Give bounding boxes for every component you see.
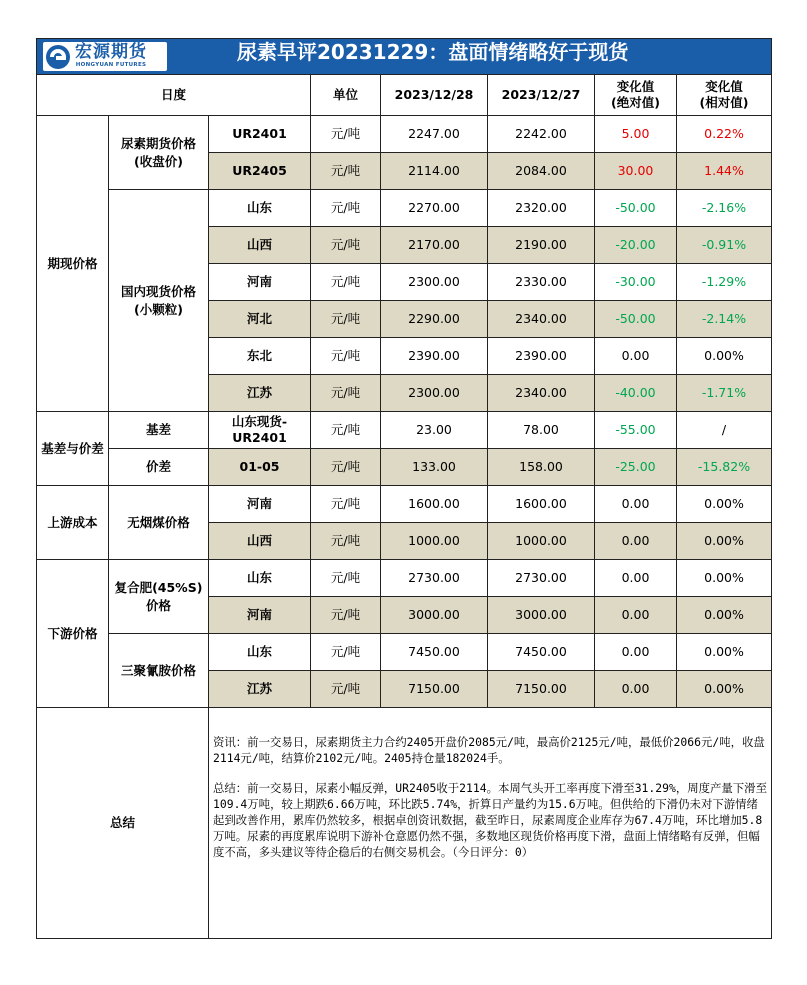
col-header-change-rel-line1: 变化值 [705, 79, 743, 94]
row-item: 山西 [209, 227, 311, 264]
summary-text [209, 708, 772, 939]
row-change-rel: 0.00% [677, 523, 772, 560]
row-value-date1: 2300.00 [381, 375, 488, 412]
row-value-date2: 2390.00 [488, 338, 595, 375]
subcategory-futures-line1: 尿素期货价格 [120, 135, 196, 151]
category-spot-futures: 期现价格 [37, 116, 109, 412]
row-value-date1: 7450.00 [381, 634, 488, 671]
row-value-date1: 2270.00 [381, 190, 488, 227]
subcategory-spot-price [109, 190, 209, 412]
row-value-date2: 2242.00 [488, 116, 595, 153]
row-item: UR2405 [209, 153, 311, 190]
row-unit: 元/吨 [311, 486, 381, 523]
row-value-date1: 1000.00 [381, 523, 488, 560]
row-change-abs: -25.00 [595, 449, 677, 486]
row-item: 山东 [209, 634, 311, 671]
subcategory-basis: 基差 [109, 412, 209, 449]
row-change-abs: 0.00 [595, 671, 677, 708]
row-unit: 元/吨 [311, 153, 381, 190]
row-value-date1: 2247.00 [381, 116, 488, 153]
row-unit: 元/吨 [311, 597, 381, 634]
row-change-abs: 0.00 [595, 523, 677, 560]
row-value-date2: 2190.00 [488, 227, 595, 264]
row-change-abs: 5.00 [595, 116, 677, 153]
col-header-change-abs [595, 75, 677, 116]
row-change-abs: -20.00 [595, 227, 677, 264]
col-header-date1: 2023/12/28 [381, 75, 488, 116]
subcategory-spot-line1: 国内现货价格 [120, 283, 196, 299]
row-item: 河南 [209, 597, 311, 634]
row-item [209, 412, 311, 449]
col-header-change-abs-line1: 变化值 [616, 79, 655, 94]
subcategory-spot-line2: (小颗粒) [134, 301, 183, 317]
subcategory-futures-line2: (收盘价) [134, 153, 183, 169]
category-downstream-price: 下游价格 [37, 560, 109, 708]
row-change-rel: -15.82% [677, 449, 772, 486]
row-item-line2: UR2401 [232, 430, 287, 445]
row-item: 江苏 [209, 375, 311, 412]
row-value-date2: 2084.00 [488, 153, 595, 190]
row-item: 河北 [209, 301, 311, 338]
row-value-date2: 7450.00 [488, 634, 595, 671]
logo-text-cn: 宏源期货 [75, 42, 147, 63]
row-change-rel: 0.00% [677, 486, 772, 523]
row-value-date2: 158.00 [488, 449, 595, 486]
row-change-abs: -30.00 [595, 264, 677, 301]
row-change-abs: 0.00 [595, 597, 677, 634]
row-unit: 元/吨 [311, 227, 381, 264]
row-change-rel: 0.00% [677, 338, 772, 375]
row-unit: 元/吨 [311, 301, 381, 338]
logo-mark-icon [45, 44, 71, 70]
row-change-rel: -0.91% [677, 227, 772, 264]
row-unit: 元/吨 [311, 560, 381, 597]
row-value-date1: 2114.00 [381, 153, 488, 190]
subcategory-compound-fertilizer [109, 560, 209, 634]
row-value-date2: 2320.00 [488, 190, 595, 227]
row-unit: 元/吨 [311, 412, 381, 449]
row-value-date2: 1600.00 [488, 486, 595, 523]
row-change-rel: 0.00% [677, 634, 772, 671]
price-table [36, 38, 772, 939]
company-logo [43, 42, 167, 71]
logo-text-en: HONGYUAN FUTURES [75, 62, 147, 69]
row-item: 河南 [209, 486, 311, 523]
row-change-abs: 0.00 [595, 560, 677, 597]
row-value-date2: 7150.00 [488, 671, 595, 708]
row-change-rel: / [677, 412, 772, 449]
row-item: 江苏 [209, 671, 311, 708]
row-item: UR2401 [209, 116, 311, 153]
row-item: 山东 [209, 560, 311, 597]
summary-label: 总结 [37, 708, 209, 939]
row-change-abs: -55.00 [595, 412, 677, 449]
row-value-date1: 133.00 [381, 449, 488, 486]
row-change-rel: -2.14% [677, 301, 772, 338]
row-change-abs: -40.00 [595, 375, 677, 412]
subcategory-melamine: 三聚氰胺价格 [109, 634, 209, 708]
row-change-abs: -50.00 [595, 190, 677, 227]
row-value-date1: 23.00 [381, 412, 488, 449]
row-change-abs: 0.00 [595, 338, 677, 375]
row-unit: 元/吨 [311, 338, 381, 375]
table-row [37, 486, 772, 523]
subcategory-anthracite: 无烟煤价格 [109, 486, 209, 560]
row-value-date1: 2390.00 [381, 338, 488, 375]
table-row [37, 412, 772, 449]
col-header-change-rel [677, 75, 772, 116]
report-sheet [36, 38, 771, 939]
row-value-date2: 2340.00 [488, 375, 595, 412]
row-value-date2: 78.00 [488, 412, 595, 449]
row-change-rel: -1.71% [677, 375, 772, 412]
table-row [37, 190, 772, 227]
row-unit: 元/吨 [311, 449, 381, 486]
row-item-line1: 山东现货- [231, 414, 288, 429]
row-unit: 元/吨 [311, 634, 381, 671]
row-unit: 元/吨 [311, 671, 381, 708]
row-unit: 元/吨 [311, 116, 381, 153]
row-change-abs: 30.00 [595, 153, 677, 190]
row-change-abs: 0.00 [595, 634, 677, 671]
col-header-index: 日度 [37, 75, 311, 116]
row-change-rel: -2.16% [677, 190, 772, 227]
row-value-date1: 7150.00 [381, 671, 488, 708]
summary-row [37, 708, 772, 939]
subcategory-compound-line1: 复合肥(45%S) [114, 579, 203, 595]
category-upstream-cost: 上游成本 [37, 486, 109, 560]
subcategory-spread: 价差 [109, 449, 209, 486]
subcategory-futures-price [109, 116, 209, 190]
summary-news: 资讯：前一交易日，尿素期货主力合约2405开盘价2085元/吨，最高价2125元/吨，最低价2066元/吨，收盘2114元/吨，结算价2102元/吨。2405持仓量182024手。 [213, 735, 765, 765]
row-change-rel: 0.00% [677, 560, 772, 597]
row-value-date1: 2170.00 [381, 227, 488, 264]
table-row [37, 560, 772, 597]
col-header-change-abs-line2: (绝对值) [611, 95, 660, 110]
row-value-date2: 2730.00 [488, 560, 595, 597]
row-item: 河南 [209, 264, 311, 301]
row-value-date2: 2340.00 [488, 301, 595, 338]
row-unit: 元/吨 [311, 375, 381, 412]
row-change-rel: 0.00% [677, 671, 772, 708]
row-item: 山西 [209, 523, 311, 560]
row-change-rel: 1.44% [677, 153, 772, 190]
row-value-date1: 2290.00 [381, 301, 488, 338]
table-row [37, 449, 772, 486]
row-unit: 元/吨 [311, 264, 381, 301]
row-change-abs: -50.00 [595, 301, 677, 338]
summary-conclusion: 总结：前一交易日，尿素小幅反弹，UR2405收于2114。本周气头开工率再度下滑至31.29%，周度产量下滑至109.4万吨，较上期跌6.66万吨，环比跌5.74%，折算日产量约为15.6万吨。但供给的下滑仍未对下游情绪起到改善作用，累库仍然较多，根据卓创资讯数据，截至昨日，尿素周度企业库存为67.4万吨，环比增加5.8万吨。尿素的再度累库说明下游补仓意愿仍然不强，多数地区现货价格再度下滑，盘面上情绪略有反弹，但幅度不高，多头建议等待企稳后的右侧交易机会。（今日评分：0） [213, 781, 767, 859]
row-value-date2: 2330.00 [488, 264, 595, 301]
title-banner [37, 39, 772, 75]
row-change-rel: -1.29% [677, 264, 772, 301]
row-value-date1: 2300.00 [381, 264, 488, 301]
row-unit: 元/吨 [311, 523, 381, 560]
row-value-date1: 2730.00 [381, 560, 488, 597]
row-change-rel: 0.00% [677, 597, 772, 634]
row-change-abs: 0.00 [595, 486, 677, 523]
col-header-date2: 2023/12/27 [488, 75, 595, 116]
category-basis-spread: 基差与价差 [37, 412, 109, 486]
table-row [37, 116, 772, 153]
row-value-date2: 1000.00 [488, 523, 595, 560]
row-item: 01-05 [209, 449, 311, 486]
header-row [37, 75, 772, 116]
row-value-date2: 3000.00 [488, 597, 595, 634]
row-value-date1: 1600.00 [381, 486, 488, 523]
table-row [37, 634, 772, 671]
col-header-unit: 单位 [311, 75, 381, 116]
row-item: 东北 [209, 338, 311, 375]
report-title: 尿素早评20231229：盘面情绪略好于现货 [237, 40, 629, 64]
row-unit: 元/吨 [311, 190, 381, 227]
subcategory-compound-line2: 价格 [145, 597, 171, 613]
row-item: 山东 [209, 190, 311, 227]
row-value-date1: 3000.00 [381, 597, 488, 634]
col-header-change-rel-line2: (相对值) [699, 95, 749, 110]
row-change-rel: 0.22% [677, 116, 772, 153]
